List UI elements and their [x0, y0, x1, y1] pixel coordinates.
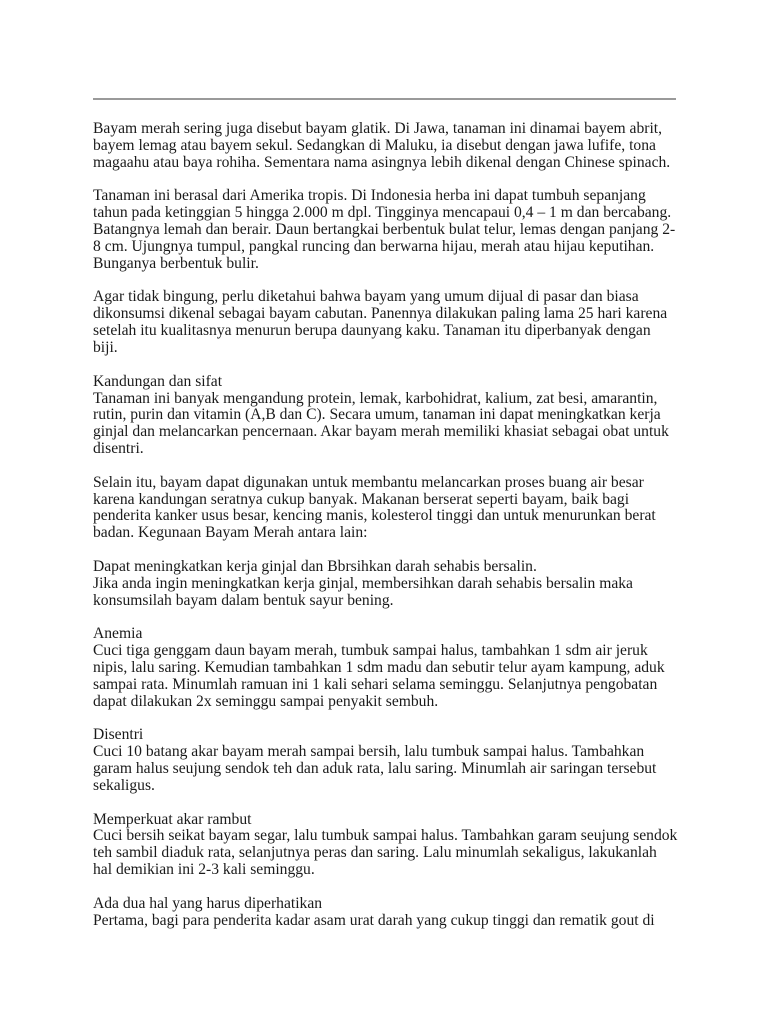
text-line: bayem lemag atau bayem sekul. Sedangkan di Maluku, ia disebut dengan jawa lufife, tona [93, 136, 656, 154]
text-line: Batangnya lemah dan berair. Daun bertangkai berbentuk bulat telur, lemas dengan panjang 2- [93, 221, 676, 239]
text-line: teh sambil diaduk rata, selanjutnya peras dan saring. Lalu minumlah sekaligus, lakukanlah [93, 844, 657, 862]
text-line: konsumsilah bayam dalam bentuk sayur bening. [93, 591, 394, 609]
text-line: setelah itu kualitasnya menurun berupa daunyang kaku. Tanaman itu diperbanyak dengan [93, 322, 651, 340]
text-line: karena kandungan seratnya cukup banyak. Makanan berserat seperti bayam, baik bagi [93, 490, 630, 508]
paragraph [93, 896, 678, 930]
text-line: ginjal dan melancarkan pencernaan. Akar bayam merah memiliki khasiat sebagai obat untuk [93, 423, 669, 441]
text-line: Tanaman ini banyak mengandung protein, lemak, karbohidrat, kalium, zat besi, amarantin, [93, 389, 658, 407]
text-line: 8 cm. Ujungnya tumpul, pangkal runcing dan berwarna hijau, merah atau hijau keputihan. [93, 237, 655, 255]
text-line: Disentri [93, 726, 144, 744]
paragraph [93, 812, 678, 879]
text-line: badan. Kegunaan Bayam Merah antara lain: [93, 524, 368, 542]
text-line: Bunganya berbentuk bulir. [93, 254, 259, 272]
paragraph [93, 626, 678, 710]
text-line: dapat dilakukan 2x seminggu sampai penyakit sembuh. [93, 692, 439, 710]
text-line: sampai rata. Minumlah ramuan ini 1 kali sehari selama seminggu. Selanjutnya pengobatan [93, 675, 658, 693]
horizontal-rule [93, 98, 676, 100]
text-line: Jika anda ingin meningkatkan kerja ginjal, membersihkan darah sehabis bersalin maka [93, 574, 633, 592]
paragraph [93, 374, 678, 458]
paragraph [93, 188, 678, 272]
paragraph [93, 475, 678, 542]
text-line: sekaligus. [93, 776, 155, 794]
text-line: hal demikian ini 2-3 kali seminggu. [93, 861, 315, 879]
text-line: Cuci bersih seikat bayam segar, lalu tumbuk sampai halus. Tambahkan garam seujung sendok [93, 827, 678, 845]
text-line: Ada dua hal yang harus diperhatikan [93, 894, 323, 912]
text-line: Cuci tiga genggam daun bayam merah, tumbuk sampai halus, tambahkan 1 sdm air jeruk [93, 642, 648, 660]
text-line: rutin, purin dan vitamin (A,B dan C). Secara umum, tanaman ini dapat meningkatkan kerja [93, 406, 661, 424]
text-line: dikonsumsi dikenal sebagai bayam cabutan. Panennya dilakukan paling lama 25 hari karena [93, 305, 668, 323]
text-line: Bayam merah sering juga disebut bayam glatik. Di Jawa, tanaman ini dinamai bayem abrit, [93, 120, 663, 137]
text-line: Dapat meningkatkan kerja ginjal dan Bbrsihkan darah sehabis bersalin. [93, 557, 537, 575]
text-line: disentri. [93, 440, 144, 458]
text-line: penderita kanker usus besar, kencing manis, kolesterol tinggi dan untuk menurunkan berat [93, 507, 656, 525]
text-line: Anemia [93, 625, 143, 643]
paragraph [93, 727, 678, 794]
text-line: Memperkuat akar rambut [93, 810, 252, 828]
text-line: tahun pada ketinggian 5 hingga 2.000 m dpl. Tingginya mencapaui 0,4 – 1 m dan bercabang. [93, 204, 672, 222]
text-line: Kandungan dan sifat [93, 372, 223, 390]
paragraph [93, 559, 678, 610]
text-line: nipis, lalu saring. Kemudian tambahkan 1 sdm madu dan sebutir telur ayam kampung, aduk [93, 659, 665, 676]
paragraph [93, 289, 678, 356]
paragraph [93, 121, 678, 172]
text-line: biji. [93, 338, 118, 356]
text-line: Selain itu, bayam dapat digunakan untuk membantu melancarkan proses buang air besar [93, 473, 644, 491]
text-line: Tanaman ini berasal dari Amerika tropis. Di Indonesia herba ini dapat tumbuh sepanjang [93, 187, 646, 205]
document-body [93, 121, 678, 946]
text-line: magaahu atau baya rohiha. Sementara nama asingnya lebih dikenal dengan Chinese spinach. [93, 153, 671, 171]
text-line: Pertama, bagi para penderita kadar asam urat darah yang cukup tinggi dan rematik gout di [93, 911, 655, 929]
text-line: Agar tidak bingung, perlu diketahui bahwa bayam yang umum dijual di pasar dan biasa [93, 288, 639, 306]
text-line: Cuci 10 batang akar bayam merah sampai bersih, lalu tumbuk sampai halus. Tambahkan [93, 743, 645, 761]
text-line: garam halus seujung sendok teh dan aduk rata, lalu saring. Minumlah air saringan tersebut [93, 760, 657, 778]
